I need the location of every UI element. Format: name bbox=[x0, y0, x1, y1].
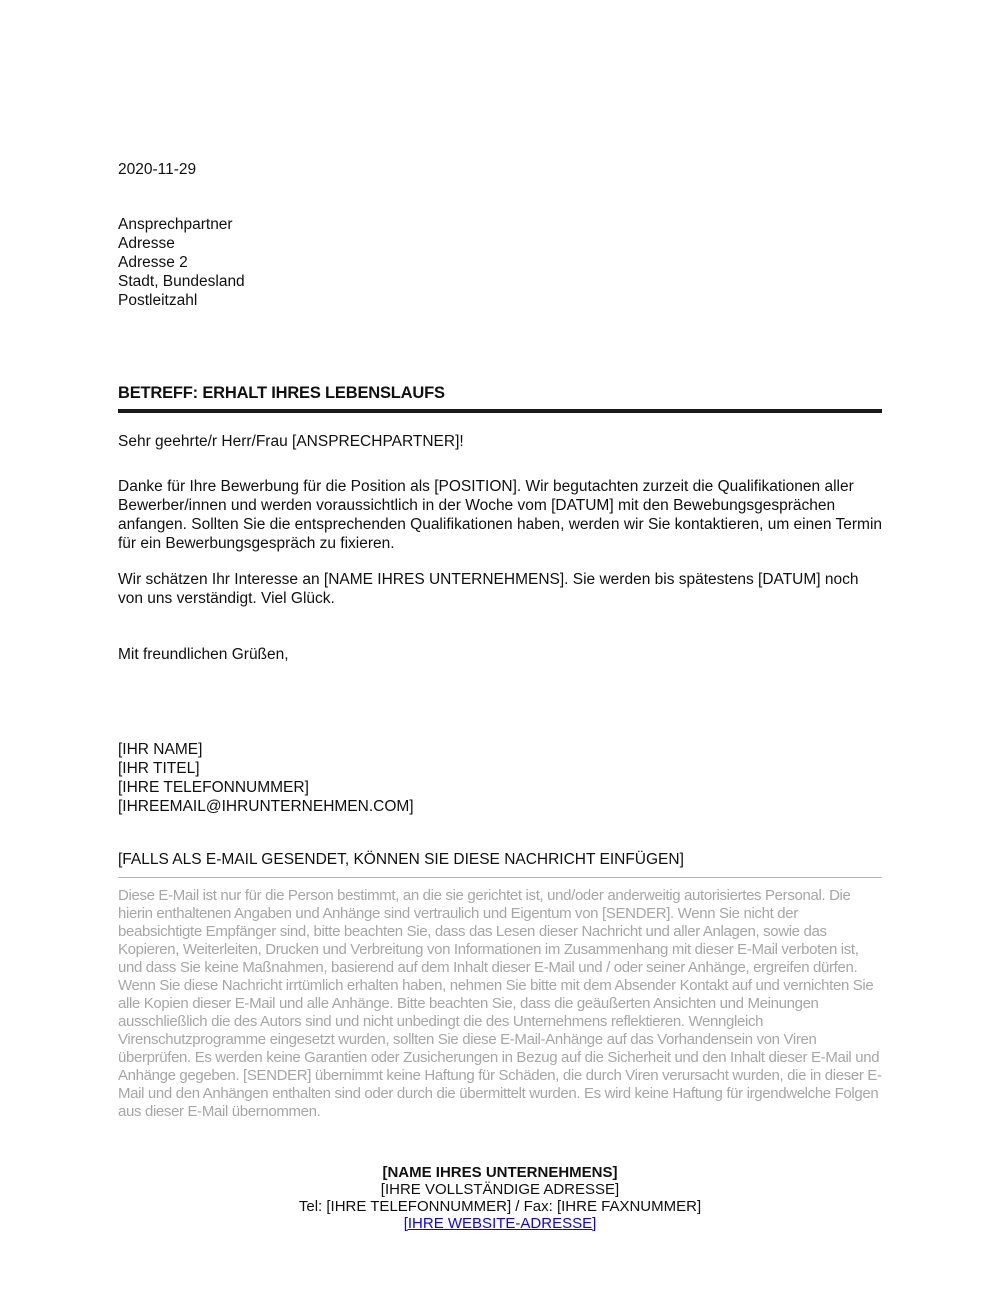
signature-title: [IHR TITEL] bbox=[118, 760, 200, 777]
signature-block bbox=[118, 740, 882, 816]
signature-email: [IHREEMAIL@IHRUNTERNEHMEN.COM] bbox=[118, 798, 414, 815]
body-paragraph-1: Danke für Ihre Bewerbung für die Position als [POSITION]. Wir begutachten zurzeit die Qualifikationen aller Bewerber/innen und werden voraussichtlich in der Woche vom [DATUM] mit den Bewebungsgesprächen anfangen. Sollten Sie die entsprechenden Qualifikationen haben, werden wir Sie kontaktieren, um einen Termin für ein Bewerbungsgespräch zu fixieren. bbox=[118, 478, 883, 552]
disclaimer-text: Diese E-Mail ist nur für die Person bestimmt, an die sie gerichtet ist, und/oder anderweitig autorisiertes Personal. Die hierin enthaltenen Angaben und Anhänge sind vertraulich und Eigentum von [SENDER]. Wenn Sie nicht der beabsichtigte Empfänger sind, bitte beachten Sie, dass das Lesen dieser Nachricht und aller Anlagen, sowie das Kopieren, Weiterleiten, Drucken und Verbreitung von Informationen im Zusammenhang mit dieser E-Mail verboten ist, und dass Sie keine Maßnahmen, basierend auf dem Inhalt dieser E-Mail und / oder seiner Anhänge, ergreifen dürfen. Wenn Sie diese Nachricht irrtümlich erhalten haben, nehmen Sie bitte mit dem Absender Kontakt auf und vernichten Sie alle Kopien dieser E-Mail und alle Anhänge. Bitte beachten Sie, dass die geäußerten Ansichten und Meinungen ausschließlich die des Autors sind und nicht unbedingt die des Unternehmens reflektieren. Wenngleich Virenschutzprogramme eingesetzt wurden, sollten Sie diese E-Mail-Anhänge auf das Vorhandensein von Viren überprüfen. Es werden keine Garantien oder Zusicherungen in Bezug auf die Sicherheit und den Inhalt dieser E-Mail und Anhänge gegeben. [SENDER] übernimmt keine Haftung für Schäden, die durch Viren verursacht wurden, die in dieser E-Mail und den Anhängen enthalten sind oder durch die übermittelt wurden. Es wird keine Haftung für irgendwelche Folgen aus dieser E-Mail übernommen. bbox=[118, 887, 882, 1120]
recipient-line-city-state: Stadt, Bundesland bbox=[118, 273, 245, 290]
subject-heading: BETREFF: ERHALT IHRES LEBENSLAUFS bbox=[118, 384, 882, 413]
body-paragraph-2: Wir schätzen Ihr Interesse an [NAME IHRES UNTERNEHMENS]. Sie werden bis spätestens [DATUM] noch von uns verständigt. Viel Glück. bbox=[118, 571, 859, 607]
footer-company-name: [NAME IHRES UNTERNEHMENS] bbox=[382, 1164, 618, 1181]
recipient-line-postal-code: Postleitzahl bbox=[118, 292, 198, 309]
website-link[interactable]: [IHRE WEBSITE-ADRESSE] bbox=[403, 1215, 597, 1232]
email-insert-note: [FALLS ALS E-MAIL GESENDET, KÖNNEN SIE DIESE NACHRICHT EINFÜGEN] bbox=[118, 851, 684, 868]
footer-tel-fax: Tel: [IHRE TELEFONNUMMER] / Fax: [IHRE FAXNUMMER] bbox=[298, 1198, 702, 1215]
greeting-line: Sehr geehrte/r Herr/Frau [ANSPRECHPARTNER]! bbox=[118, 433, 464, 450]
recipient-line-address: Adresse bbox=[118, 235, 175, 252]
signature-name: [IHR NAME] bbox=[118, 741, 203, 758]
letter-date: 2020-11-29 bbox=[118, 161, 197, 178]
footer-company-address: [IHRE VOLLSTÄNDIGE ADRESSE] bbox=[380, 1181, 620, 1198]
disclaimer-divider bbox=[118, 877, 882, 878]
letter-footer bbox=[118, 1164, 882, 1232]
footer-website-line bbox=[118, 1215, 882, 1232]
recipient-line-contact: Ansprechpartner bbox=[118, 216, 233, 233]
recipient-address-block bbox=[118, 215, 882, 310]
recipient-line-address2: Adresse 2 bbox=[118, 254, 188, 271]
signature-phone: [IHRE TELEFONNUMMER] bbox=[118, 779, 309, 796]
closing-line: Mit freundlichen Grüßen, bbox=[118, 646, 289, 663]
